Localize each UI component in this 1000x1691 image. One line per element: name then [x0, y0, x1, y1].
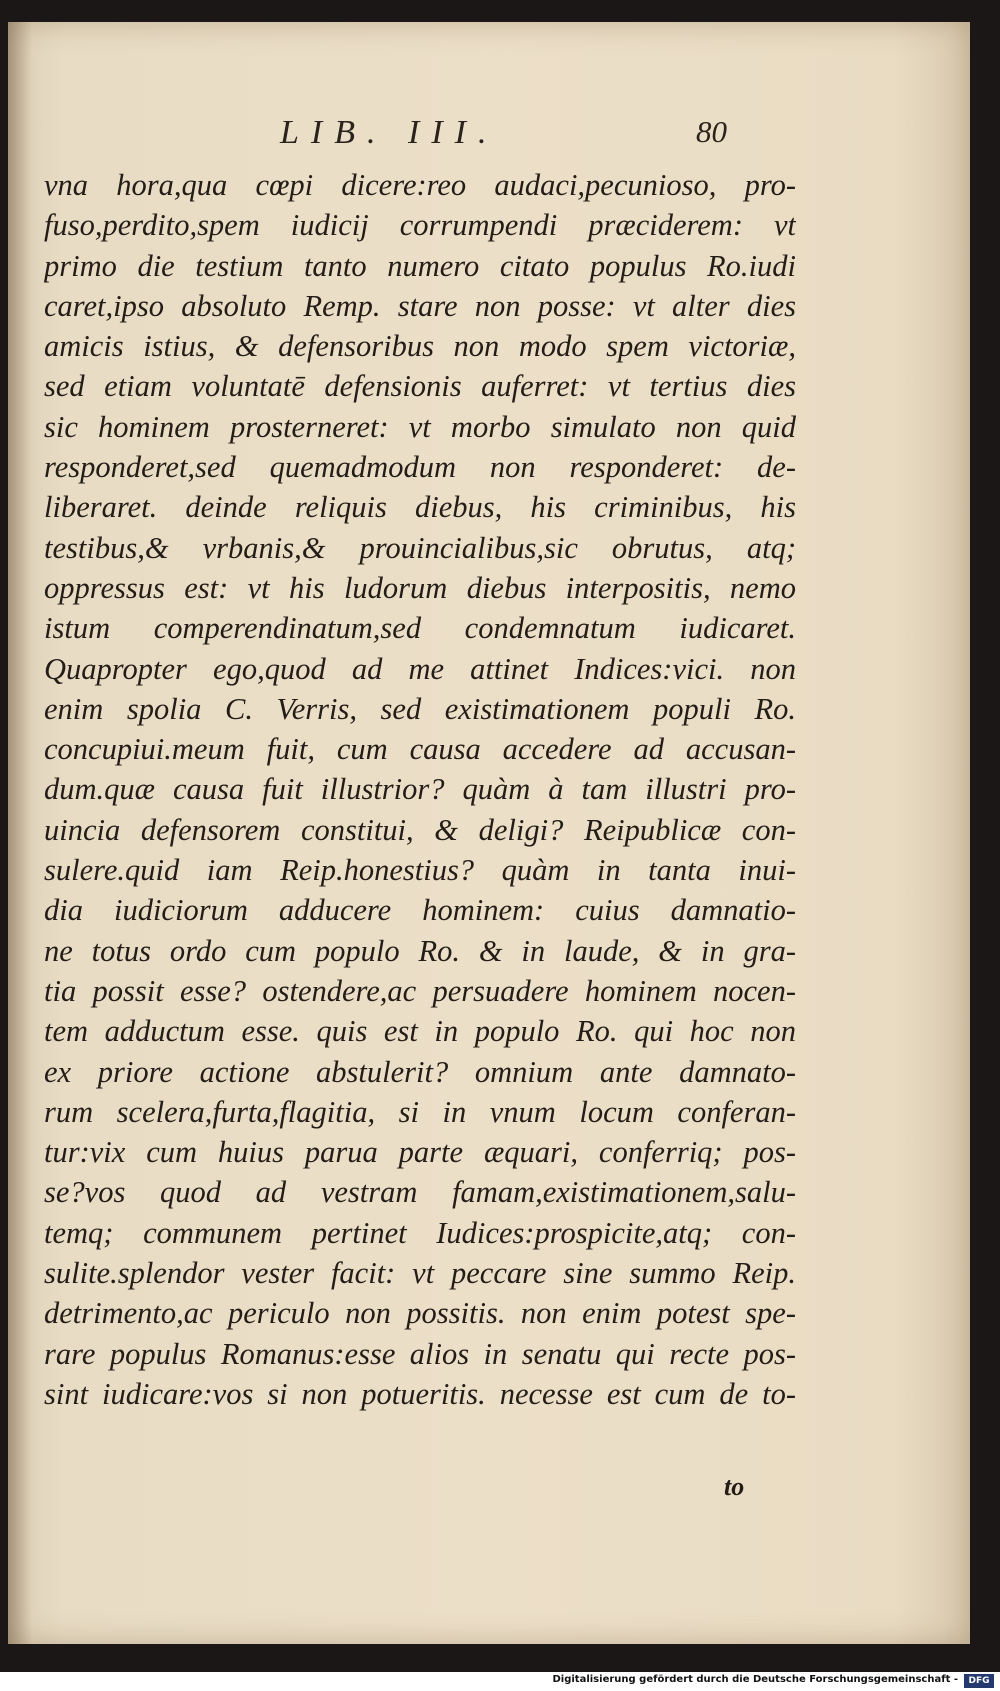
text-line: amicis istius, & defensoribus non modo spem victoriæ,	[44, 329, 796, 364]
text-line: sed etiam voluntatē defensionis auferret: vt tertius dies	[44, 369, 796, 404]
text-line: sint iudicare:vos si non potueritis. necesse est cum de to-	[44, 1376, 796, 1411]
text-line: tem adductum esse. quis est in populo Ro. qui hoc non	[44, 1014, 796, 1049]
page-header	[8, 114, 970, 164]
text-line: rare populus Romanus:esse alios in senatu qui recte pos-	[44, 1336, 796, 1371]
text-line: tur:vix cum huius parua parte æquari, conferriq; pos-	[44, 1135, 796, 1170]
text-line: se?vos quod ad vestram famam,existimationem,salu-	[44, 1175, 796, 1210]
text-line: sic hominem prosterneret: vt morbo simulato non quid	[44, 409, 796, 444]
text-line: fuso,perdito,spem iudicij corrumpendi præciderem: vt	[44, 208, 796, 243]
text-line: ex priore actione abstulerit? omnium ante damnato-	[44, 1054, 796, 1089]
text-line: uincia defensorem constitui, & deligi? Reipublicæ con-	[44, 812, 796, 847]
text-line: Quapropter ego,quod ad me attinet Indices:vici. non	[44, 651, 796, 686]
text-line: dia iudiciorum adducere hominem: cuius damnatio-	[44, 893, 796, 928]
dfg-logo-icon: DFG	[964, 1674, 994, 1688]
text-line: primo die testium tanto numero citato populus Ro.iudi	[44, 248, 796, 283]
text-line: oppressus est: vt his ludorum diebus interpositis, nemo	[44, 570, 796, 605]
book-page	[8, 22, 970, 1644]
catchword: to	[724, 1472, 745, 1501]
text-line: responderet,sed quemadmodum non responderet: de-	[44, 450, 796, 485]
digitization-footer	[0, 1672, 1000, 1691]
text-line: rum scelera,furta,flagitia, si in vnum locum conferan-	[44, 1094, 796, 1129]
running-head: LIB. III.	[280, 114, 499, 151]
text-line: ne totus ordo cum populo Ro. & in laude, & in gra-	[44, 933, 796, 968]
body-text	[44, 165, 796, 1414]
text-line: tia possit esse? ostendere,ac persuadere hominem nocen-	[44, 973, 796, 1008]
text-line: sulite.splendor vester facit: vt peccare sine summo Reip.	[44, 1256, 796, 1291]
text-line: concupiui.meum fuit, cum causa accedere ad accusan-	[44, 732, 796, 767]
text-line: caret,ipso absoluto Remp. stare non posse: vt alter dies	[44, 288, 796, 323]
gutter-shadow	[8, 22, 32, 1644]
funding-credit: Digitalisierung gefördert durch die Deutsche Forschungsgemeinschaft -	[552, 1674, 958, 1685]
text-line: istum comperendinatum,sed condemnatum iudicaret.	[44, 611, 796, 646]
text-line: dum.quæ causa fuit illustrior? quàm à tam illustri pro-	[44, 772, 796, 807]
text-line: sulere.quid iam Reip.honestius? quàm in tanta inui-	[44, 853, 796, 888]
text-line: testibus,& vrbanis,& prouincialibus,sic obrutus, atq;	[44, 530, 796, 565]
text-line: liberaret. deinde reliquis diebus, his criminibus, his	[44, 490, 796, 525]
text-line: detrimento,ac periculo non possitis. non enim potest spe-	[44, 1296, 796, 1331]
text-line: enim spolia C. Verris, sed existimationem populi Ro.	[44, 691, 796, 726]
text-line: vna hora,qua cœpi dicere:reo audaci,pecunioso, pro-	[44, 168, 796, 202]
page-number: 80	[696, 114, 727, 149]
text-line: temq; communem pertinet Iudices:prospicite,atq; con-	[44, 1215, 796, 1250]
